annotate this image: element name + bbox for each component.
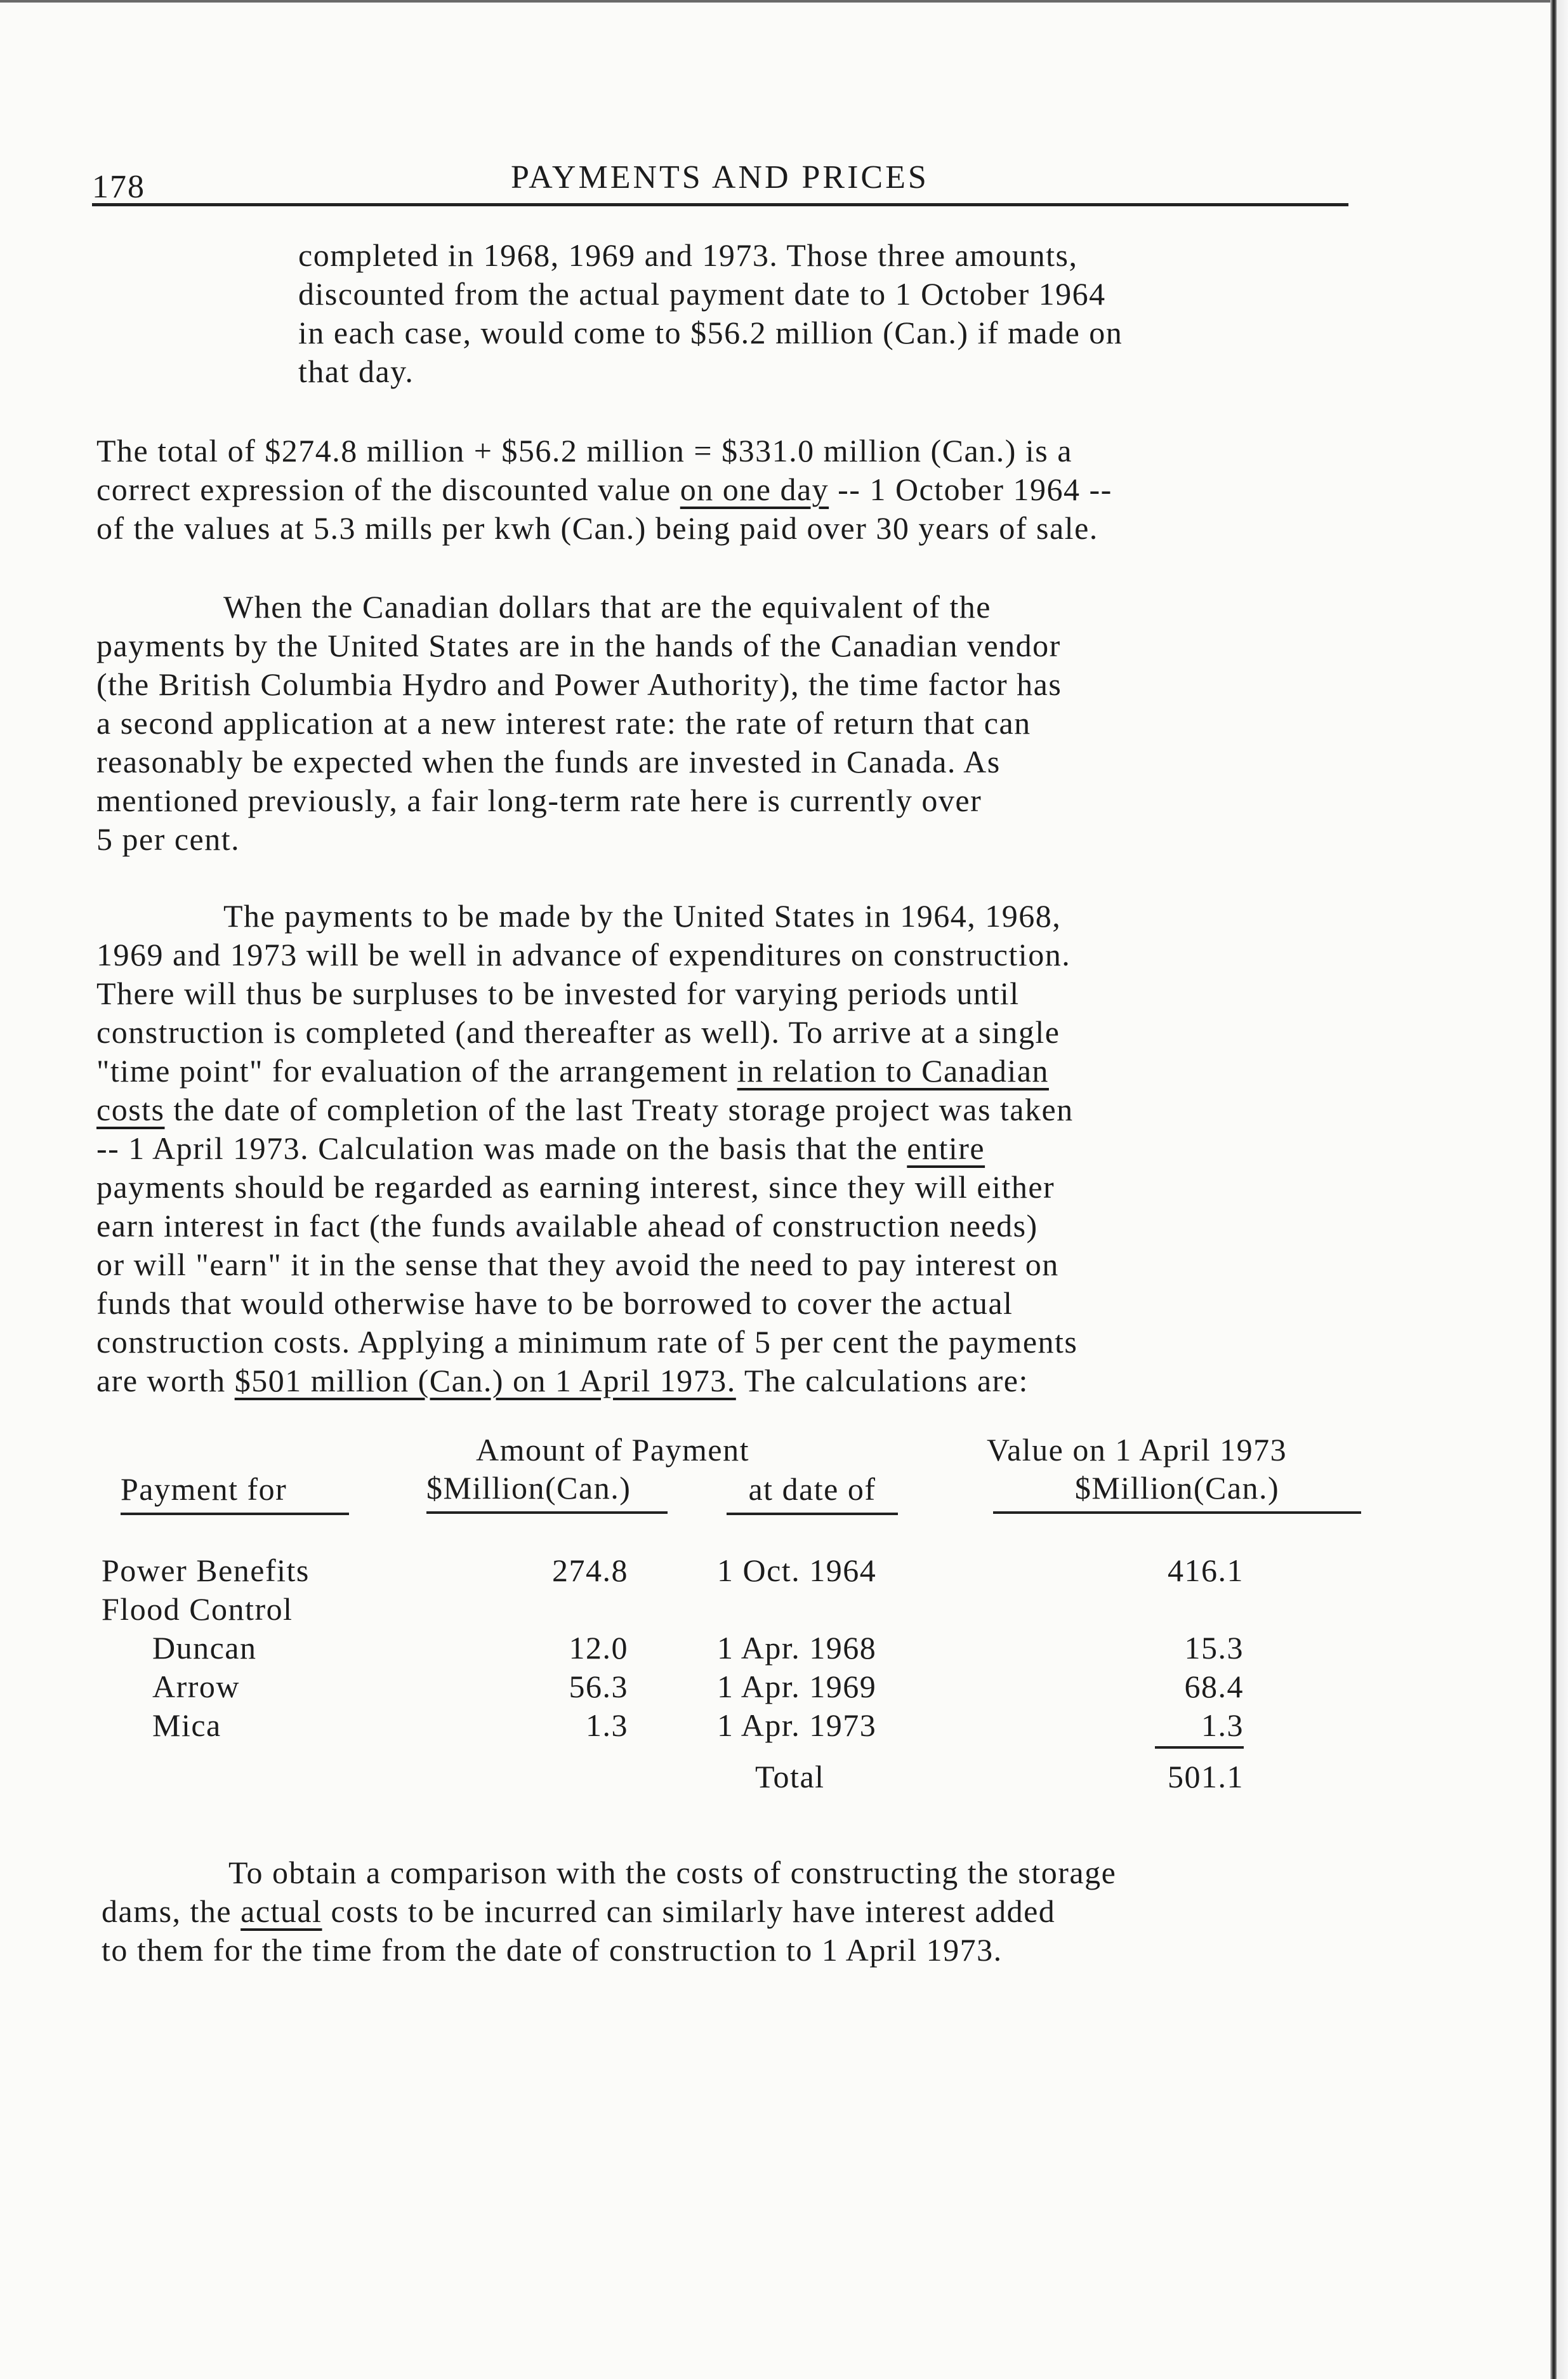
running-head — [92, 159, 1348, 206]
text-line: reasonably be expected when the funds are invested in Canada. As — [96, 744, 1001, 779]
row-label: Mica — [152, 1707, 221, 1743]
text-line: of the values at 5.3 mills per kwh (Can.) being paid over 30 years of sale. — [96, 510, 1098, 546]
underlined-text: actual — [240, 1893, 322, 1929]
text-line: funds that would otherwise have to be borrowed to cover the actual — [96, 1285, 1013, 1321]
text-segment: costs to be incurred can similarly have interest added — [322, 1893, 1056, 1929]
text-segment: are worth — [96, 1363, 235, 1398]
table-header-value-line2: $Million(Can.) — [993, 1469, 1361, 1514]
paragraph-canadian-dollars — [96, 588, 1062, 859]
row-label: Power Benefits — [102, 1553, 310, 1588]
text-segment: -- 1 April 1973. Calculation was made on the basis that the — [96, 1130, 907, 1166]
row-date: 1 Oct. 1964 — [717, 1553, 877, 1588]
text-line: payments by the United States are in the hands of the Canadian vendor — [96, 628, 1061, 663]
paragraph-total — [96, 432, 1112, 548]
text-line: The total of $274.8 million + $56.2 million = $331.0 million (Can.) is a — [96, 433, 1072, 468]
text-line: that day. — [298, 354, 414, 389]
row-value: 1.3 — [1155, 1707, 1244, 1749]
text-line: or will "earn" it in the sense that they avoid the need to pay interest on — [96, 1247, 1059, 1282]
text-segment: dams, the — [102, 1893, 241, 1929]
row-value: 416.1 — [1168, 1553, 1244, 1588]
text-line: construction costs. Applying a minimum rate of 5 per cent the payments — [96, 1324, 1078, 1360]
table-header-date: at date of — [727, 1471, 898, 1515]
underlined-text: costs — [96, 1092, 165, 1127]
row-value: 15.3 — [1184, 1630, 1244, 1666]
page-title: PAYMENTS AND PRICES — [511, 159, 929, 195]
underlined-text: in relation to Canadian — [737, 1053, 1049, 1089]
paragraph-continued — [298, 236, 1123, 391]
text-segment: the date of completion of the last Treaty storage project was taken — [164, 1092, 1074, 1127]
text-segment: correct expression of the discounted value — [96, 472, 680, 507]
book-binding-edge — [1550, 0, 1557, 2379]
text-line: To obtain a comparison with the costs of constructing the storage — [228, 1855, 1117, 1890]
row-date: 1 Apr. 1968 — [717, 1630, 877, 1666]
row-label: Flood Control — [102, 1591, 293, 1627]
text-segment: -- 1 October 1964 -- — [829, 472, 1112, 507]
underlined-text: $501 million (Can.) on 1 April 1973. — [234, 1363, 736, 1398]
text-line: mentioned previously, a fair long-term rate here is currently over — [96, 783, 982, 818]
table-header-amount: $Million(Can.) — [426, 1469, 668, 1514]
row-value: 68.4 — [1184, 1669, 1244, 1704]
text-line — [96, 470, 1112, 509]
table-group-header: Amount of Payment — [476, 1432, 750, 1468]
text-line: When the Canadian dollars that are the equivalent of the — [223, 589, 991, 625]
text-segment: The calculations are: — [735, 1363, 1029, 1398]
text-line: (the British Columbia Hydro and Power Authority), the time factor has — [96, 666, 1062, 702]
row-label: Duncan — [152, 1630, 257, 1666]
text-line — [102, 1892, 1116, 1931]
payments-table — [102, 1431, 1364, 1799]
text-line: a second application at a new interest rate: the rate of return that can — [96, 705, 1031, 741]
page-number: 178 — [92, 169, 145, 205]
row-date: 1 Apr. 1969 — [717, 1669, 877, 1704]
total-label: Total — [755, 1759, 825, 1794]
table-header-payment-for: Payment for — [121, 1471, 349, 1515]
text-line: in each case, would come to $56.2 million (Can.) if made on — [298, 315, 1123, 350]
paragraph-comparison — [102, 1853, 1116, 1970]
text-line: construction is completed (and thereafter as well). To arrive at a single — [96, 1014, 1060, 1050]
text-line: to them for the time from the date of construction to 1 April 1973. — [102, 1932, 1003, 1968]
text-line — [96, 1090, 1077, 1129]
row-date: 1 Apr. 1973 — [717, 1707, 877, 1743]
underlined-text: entire — [907, 1130, 985, 1166]
row-amount: 56.3 — [569, 1669, 628, 1704]
text-segment: "time point" for evaluation of the arrangement — [96, 1053, 737, 1089]
row-amount: 274.8 — [552, 1553, 628, 1588]
text-line: The payments to be made by the United States in 1964, 1968, — [223, 898, 1062, 934]
text-line: 5 per cent. — [96, 821, 240, 857]
binding-shadow — [1557, 0, 1568, 2379]
text-line: completed in 1968, 1969 and 1973. Those three amounts, — [298, 237, 1078, 273]
text-line — [96, 1052, 1077, 1090]
text-line: earn interest in fact (the funds available ahead of construction needs) — [96, 1208, 1038, 1243]
text-line: discounted from the actual payment date to 1 October 1964 — [298, 276, 1106, 312]
text-line: There will thus be surpluses to be invested for varying periods until — [96, 976, 1020, 1011]
row-amount: 12.0 — [569, 1630, 628, 1666]
table-header-value-line1: Value on 1 April 1973 — [987, 1432, 1288, 1468]
page-top-edge — [0, 0, 1568, 3]
row-label: Arrow — [152, 1669, 240, 1704]
row-amount: 1.3 — [586, 1707, 628, 1743]
total-value: 501.1 — [1168, 1759, 1244, 1794]
text-line — [96, 1362, 1077, 1400]
text-line — [96, 1129, 1077, 1168]
underlined-text: on one day — [680, 472, 829, 507]
paragraph-payments — [96, 897, 1077, 1400]
text-line: 1969 and 1973 will be well in advance of expenditures on construction. — [96, 937, 1071, 972]
text-line: payments should be regarded as earning interest, since they will either — [96, 1169, 1055, 1205]
